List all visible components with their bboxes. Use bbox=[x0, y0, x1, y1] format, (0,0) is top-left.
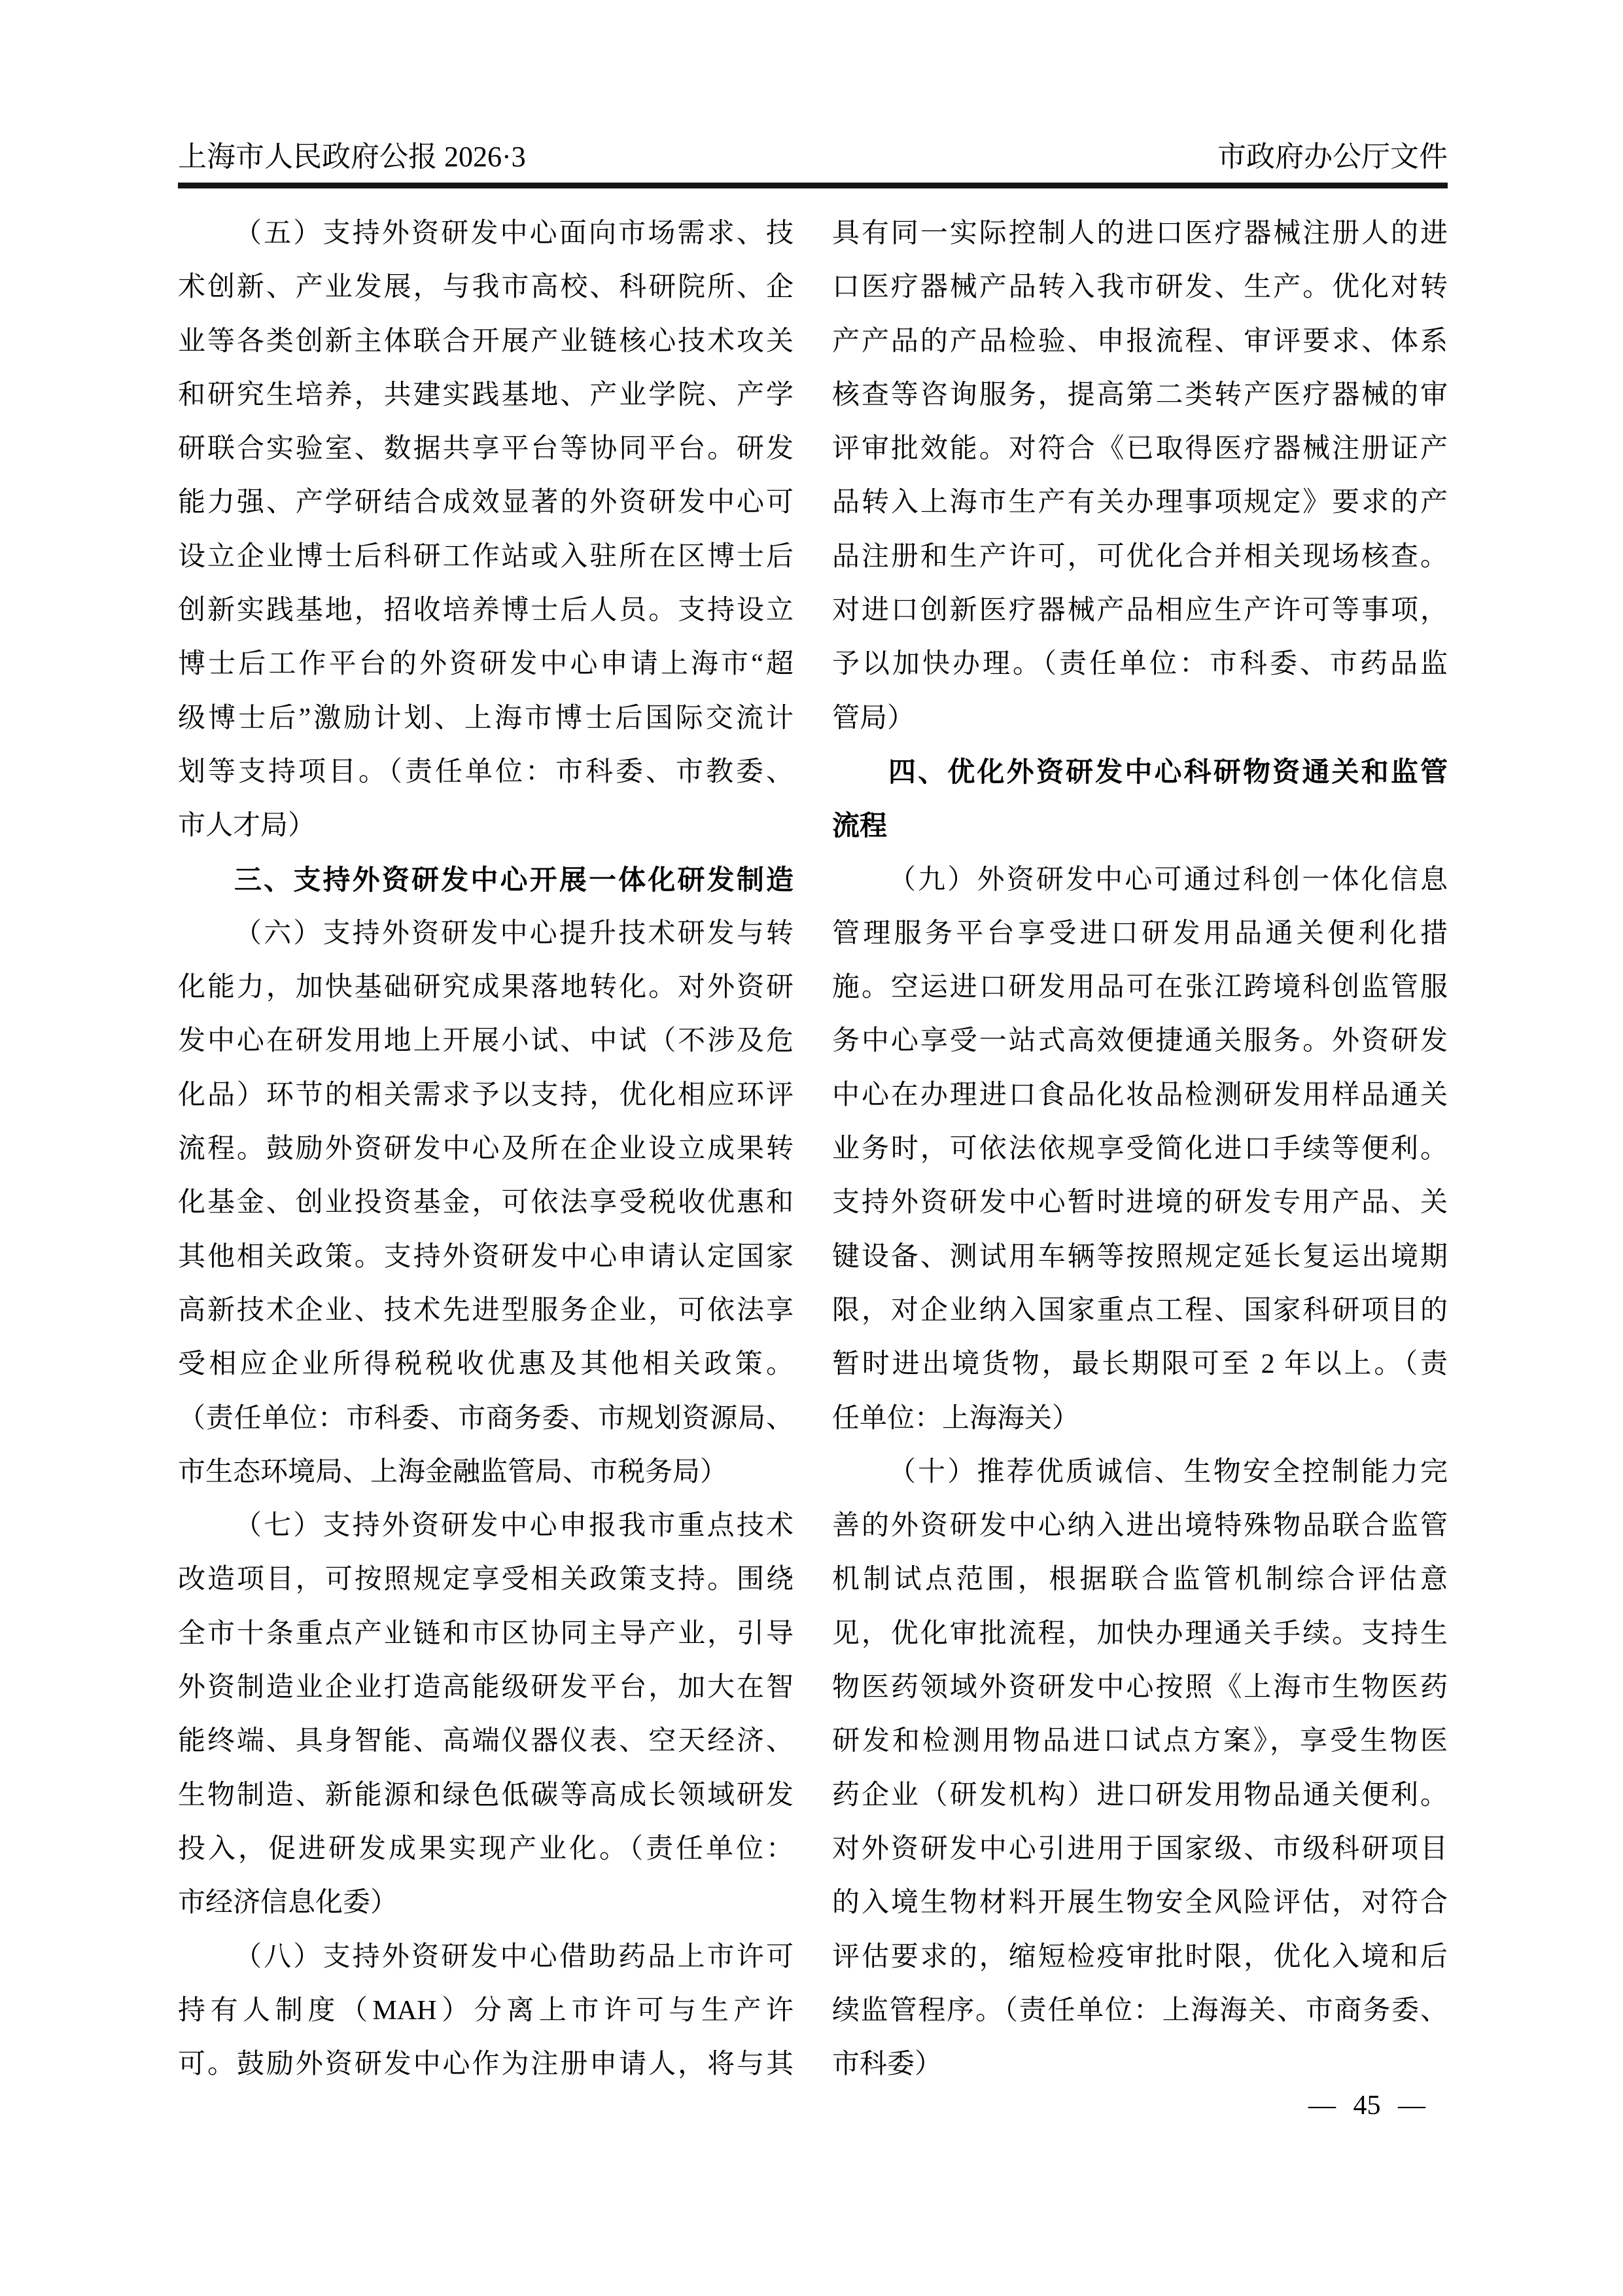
text-line: 受相应企业所得税税收优惠及其他相关政策。 bbox=[178, 1349, 794, 1380]
text-line: 投入，促进研发成果实现产业化。（责任单位： bbox=[178, 1833, 794, 1864]
text-line: 对外资研发中心引进用于国家级、市级科研项目 bbox=[832, 1833, 1448, 1864]
text-line: 限，对企业纳入国家重点工程、国家科研项目的 bbox=[832, 1295, 1448, 1326]
text-line: 可。鼓励外资研发中心作为注册申请人，将与其 bbox=[178, 2049, 794, 2080]
text-line: 全市十条重点产业链和市区协同主导产业，引导 bbox=[178, 1618, 794, 1649]
text-line: （责任单位：市科委、市商务委、市规划资源局、 bbox=[178, 1403, 794, 1434]
text-line: 化基金、创业投资基金，可依法享受税收优惠和 bbox=[178, 1188, 794, 1218]
text-line: 核查等咨询服务，提高第二类转产医疗器械的审 bbox=[832, 380, 1448, 410]
text-line: 流程。鼓励外资研发中心及所在企业设立成果转 bbox=[178, 1134, 794, 1165]
text-line: 暂时进出境货物，最长期限可至 2 年以上。（责 bbox=[832, 1349, 1448, 1380]
text-line: 管局） bbox=[832, 703, 915, 733]
text-line: 产产品的产品检验、申报流程、审评要求、体系 bbox=[832, 326, 1448, 357]
page-number: — 45 — bbox=[1308, 2091, 1425, 2121]
text-line: 持有人制度（MAH）分离上市许可与生产许 bbox=[178, 1995, 794, 2026]
page-header bbox=[178, 141, 1448, 173]
text-line: 市科委） bbox=[832, 2049, 943, 2080]
text-line: 术创新、产业发展，与我市高校、科研院所、企 bbox=[178, 272, 794, 303]
text-line: 其他相关政策。支持外资研发中心申请认定国家 bbox=[178, 1241, 794, 1272]
page-footer bbox=[1308, 2090, 1425, 2121]
section-heading-line: 三、支持外资研发中心开展一体化研发制造 bbox=[234, 864, 794, 895]
text-line: 业务时，可依法依规享受简化进口手续等便利。 bbox=[832, 1134, 1448, 1165]
text-line: 键设备、测试用车辆等按照规定延长复运出境期 bbox=[832, 1241, 1448, 1272]
text-line: 市生态环境局、上海金融监管局、市税务局） bbox=[178, 1457, 728, 1487]
text-line: 市人才局） bbox=[178, 811, 316, 841]
text-line: 物医药领域外资研发中心按照《上海市生物医药 bbox=[832, 1672, 1448, 1703]
text-line: 口医疗器械产品转入我市研发、生产。优化对转 bbox=[832, 272, 1448, 303]
text-line: 中心在办理进口食品化妆品检测研发用样品通关 bbox=[832, 1080, 1448, 1110]
text-line: 化品）环节的相关需求予以支持，优化相应环评 bbox=[178, 1080, 794, 1110]
text-line: 化能力，加快基础研究成果落地转化。对外资研 bbox=[178, 972, 794, 1003]
section-heading-line: 四、优化外资研发中心科研物资通关和监管 bbox=[888, 756, 1448, 787]
text-line: 研联合实验室、数据共享平台等协同平台。研发 bbox=[178, 434, 794, 465]
text-line: 品转入上海市生产有关办理事项规定》要求的产 bbox=[832, 487, 1448, 518]
text-line: 设立企业博士后科研工作站或入驻所在区博士后 bbox=[178, 541, 794, 572]
text-line: 发中心在研发用地上开展小试、中试（不涉及危 bbox=[178, 1026, 794, 1057]
text-line: 任单位：上海海关） bbox=[832, 1403, 1080, 1434]
gazette-title: 上海市人民政府公报 2026·3 bbox=[178, 141, 526, 173]
text-line: 划等支持项目。（责任单位：市科委、市教委、 bbox=[178, 756, 794, 787]
text-line: 具有同一实际控制人的进口医疗器械注册人的进 bbox=[832, 219, 1448, 249]
column-right bbox=[832, 207, 1448, 2091]
text-line: 能终端、具身智能、高端仪器仪表、空天经济、 bbox=[178, 1726, 794, 1757]
text-line: 研发和检测用物品进口试点方案》，享受生物医 bbox=[832, 1726, 1448, 1757]
text-line: 支持外资研发中心暂时进境的研发专用产品、关 bbox=[832, 1188, 1448, 1218]
text-line: 的入境生物材料开展生物安全风险评估，对符合 bbox=[832, 1888, 1448, 1918]
text-line: （六）支持外资研发中心提升技术研发与转 bbox=[234, 918, 794, 949]
text-line: 能力强、产学研结合成效显著的外资研发中心可 bbox=[178, 487, 794, 518]
text-line: 高新技术企业、技术先进型服务企业，可依法享 bbox=[178, 1295, 794, 1326]
text-line: （七）支持外资研发中心申报我市重点技术 bbox=[234, 1511, 794, 1542]
text-line: 级博士后”激励计划、上海市博士后国际交流计 bbox=[178, 703, 794, 733]
text-line: 务中心享受一站式高效便捷通关服务。外资研发 bbox=[832, 1026, 1448, 1057]
text-line: 施。空运进口研发用品可在张江跨境科创监管服 bbox=[832, 972, 1448, 1003]
text-line: 机制试点范围，根据联合监管机制综合评估意 bbox=[832, 1564, 1448, 1595]
text-line: 和研究生培养，共建实践基地、产业学院、产学 bbox=[178, 380, 794, 410]
text-line: 续监管程序。（责任单位：上海海关、市商务委、 bbox=[832, 1995, 1448, 2026]
text-line: （十）推荐优质诚信、生物安全控制能力完 bbox=[888, 1457, 1448, 1487]
text-line: 博士后工作平台的外资研发中心申请上海市“超 bbox=[178, 649, 794, 680]
text-line: 善的外资研发中心纳入进出境特殊物品联合监管 bbox=[832, 1511, 1448, 1542]
text-line: 生物制造、新能源和绿色低碳等高成长领域研发 bbox=[178, 1780, 794, 1810]
text-line: 评审批效能。对符合《已取得医疗器械注册证产 bbox=[832, 434, 1448, 465]
text-line: （五）支持外资研发中心面向市场需求、技 bbox=[234, 219, 794, 249]
text-line: 业等各类创新主体联合开展产业链核心技术攻关 bbox=[178, 326, 794, 357]
column-left bbox=[178, 207, 794, 2091]
text-line: 品注册和生产许可，可优化合并相关现场核查。 bbox=[832, 541, 1448, 572]
text-line: 药企业（研发机构）进口研发用物品通关便利。 bbox=[832, 1780, 1448, 1810]
text-line: 见，优化审批流程，加快办理通关手续。支持生 bbox=[832, 1618, 1448, 1649]
text-line: 对进口创新医疗器械产品相应生产许可等事项， bbox=[832, 595, 1448, 626]
text-line: 予以加快办理。（责任单位：市科委、市药品监 bbox=[832, 649, 1448, 680]
text-line: （九）外资研发中心可通过科创一体化信息 bbox=[888, 864, 1448, 895]
text-line: 市经济信息化委） bbox=[178, 1888, 398, 1918]
text-line: 创新实践基地，招收培养博士后人员。支持设立 bbox=[178, 595, 794, 626]
content-columns bbox=[178, 207, 1448, 2091]
text-line: 评估要求的，缩短检疫审批时限，优化入境和后 bbox=[832, 1941, 1448, 1972]
header-divider-rule bbox=[178, 183, 1448, 188]
section-heading-line: 流程 bbox=[832, 810, 888, 841]
text-line: （八）支持外资研发中心借助药品上市许可 bbox=[234, 1941, 794, 1972]
text-line: 管理服务平台享受进口研发用品通关便利化措 bbox=[832, 918, 1448, 949]
text-line: 改造项目，可按照规定享受相关政策支持。围绕 bbox=[178, 1564, 794, 1595]
text-line: 外资制造业企业打造高能级研发平台，加大在智 bbox=[178, 1672, 794, 1703]
document-category: 市政府办公厅文件 bbox=[1217, 141, 1448, 173]
